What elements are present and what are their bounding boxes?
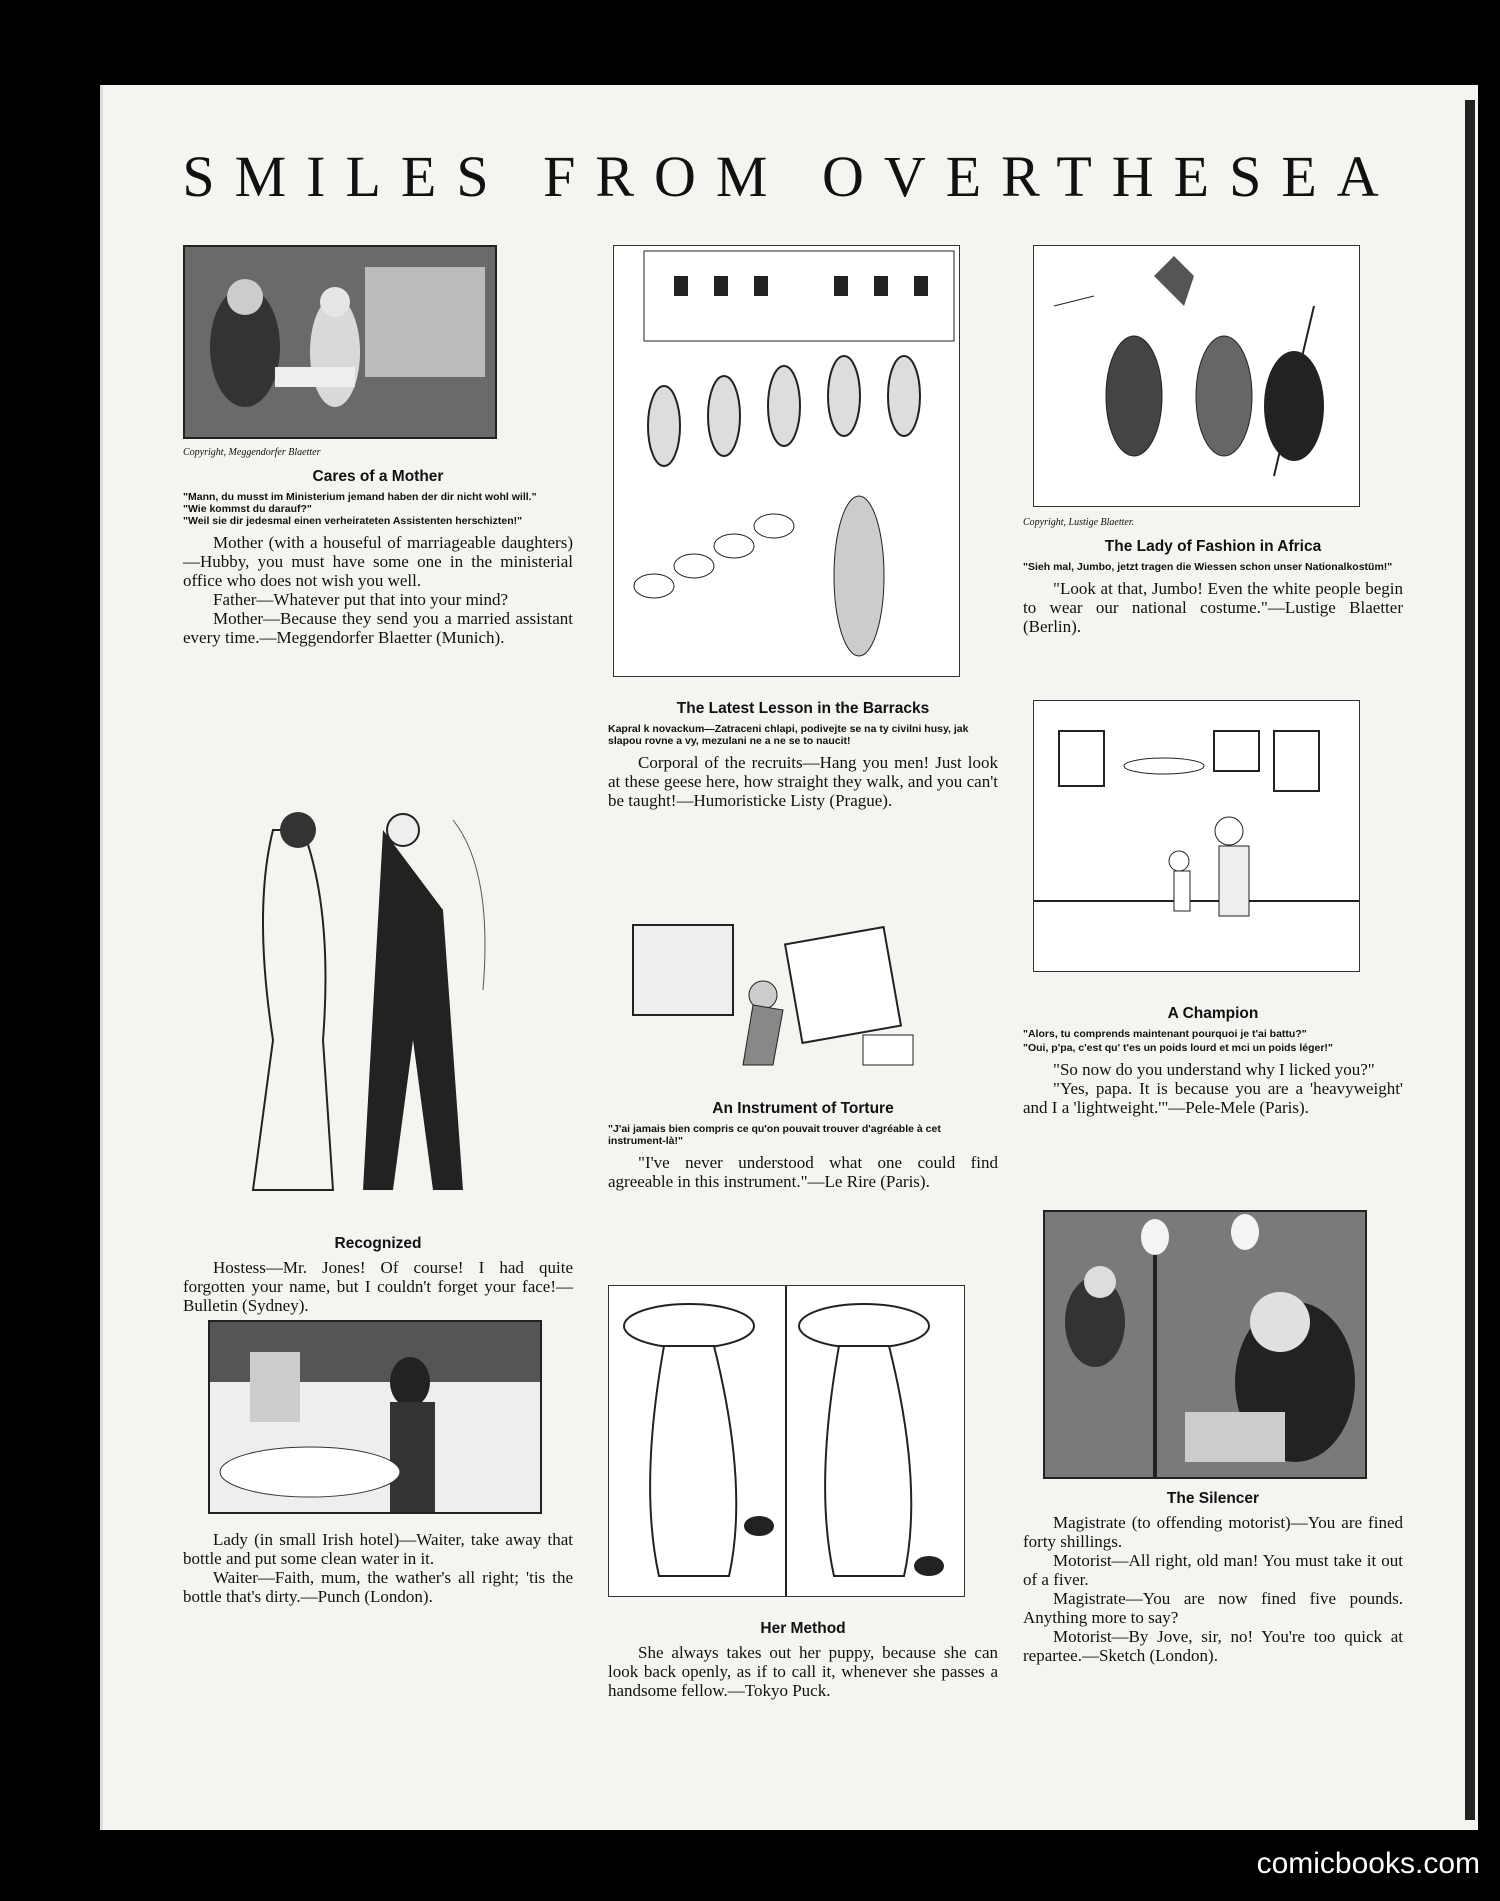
dialogue-line: Motorist—All right, old man! You must take it out of a fiver. bbox=[1023, 1551, 1403, 1589]
dialogue-line: Motorist—By Jove, sir, no! You're too quick at repartee.—Sketch (London). bbox=[1023, 1627, 1403, 1665]
original-text: "Weil sie dir jedesmal einen verheirateten Assistenten herschizten!" bbox=[183, 515, 523, 527]
original-text: "J'ai jamais bien compris ce qu'on pouvait trouver d'agréable à cet instrument-là!" bbox=[608, 1123, 941, 1147]
caption-recognized: Recognized bbox=[334, 1235, 422, 1252]
caption-the-silencer: The Silencer bbox=[1166, 1490, 1260, 1507]
watermark: comicbooks.com bbox=[1256, 1847, 1480, 1880]
credit-line: Copyright, Lustige Blaetter. bbox=[1023, 517, 1135, 528]
original-text: "Sieh mal, Jumbo, jetzt tragen die Wiessen schon unser Nationalkostüm!" bbox=[1023, 561, 1393, 573]
dialogue-line: Magistrate—You are now fined five pounds. Anything more to say? bbox=[1023, 1589, 1403, 1627]
her-method-illustration bbox=[608, 1285, 965, 1597]
recognized-illustration bbox=[213, 790, 513, 1220]
dialogue-line: Mother (with a houseful of marriageable daughters)—Hubby, you must have some one in the ministerial office who does not wish you well. bbox=[183, 533, 573, 590]
caption-instrument-of-torture: An Instrument of Torture bbox=[712, 1100, 894, 1117]
africa-fashion-illustration bbox=[1033, 245, 1360, 507]
barracks-illustration bbox=[613, 245, 960, 677]
piano-movers-illustration bbox=[623, 905, 943, 1085]
dialogue-line: Magistrate (to offending motorist)—You are fined forty shillings. bbox=[1023, 1513, 1403, 1551]
dialogue-line: "Yes, papa. It is because you are a 'heavyweight' and I a 'lightweight.'"—Pele-Mele (Paris). bbox=[1023, 1079, 1403, 1117]
original-text: "Alors, tu comprends maintenant pourquoi je t'ai battu?" bbox=[1023, 1028, 1307, 1040]
caption-cares-of-a-mother: Cares of a Mother bbox=[312, 468, 444, 485]
dialogue-line: Lady (in small Irish hotel)—Waiter, take away that bottle and put some clean water in it. bbox=[183, 1530, 573, 1568]
original-text: "Mann, du musst im Ministerium jemand haben der dir nicht wohl will." bbox=[183, 491, 537, 503]
caption-her-method: Her Method bbox=[760, 1620, 846, 1637]
dialogue-line: She always takes out her puppy, because she can look back openly, as if to call it, whenever she passes a handsome fellow.—Tokyo Puck. bbox=[608, 1643, 998, 1700]
original-text: "Wie kommst du darauf?" bbox=[183, 503, 312, 515]
page-title: SMILES FROM OVERTHESEA bbox=[182, 144, 1399, 209]
dialogue-line: "So now do you understand why I licked you?" bbox=[1053, 1060, 1375, 1079]
dialogue-line: Waiter—Faith, mum, the wather's all right; 'tis the bottle that's dirty.—Punch (London). bbox=[183, 1568, 573, 1606]
dialogue-line: Mother—Because they send you a married assistant every time.—Meggendorfer Blaetter (Munich). bbox=[183, 609, 573, 647]
champion-illustration bbox=[1033, 700, 1360, 972]
silencer-illustration bbox=[1043, 1210, 1367, 1479]
original-text: Kapral k novackum—Zatraceni chlapi, podivejte se na ty civilni husy, jak slapou rovne a vy, mezulani ne a ne se to naucit! bbox=[608, 723, 969, 747]
caption-a-champion: A Champion bbox=[1167, 1005, 1259, 1022]
credit-line: Copyright, Meggendorfer Blaetter bbox=[183, 447, 321, 458]
dialogue-line: "I've never understood what one could find agreeable in this instrument."—Le Rire (Paris). bbox=[608, 1153, 998, 1191]
original-text: "Oui, p'pa, c'est qu' t'es un poids lourd et mci un poids léger!" bbox=[1023, 1042, 1333, 1054]
irish-hotel-illustration bbox=[208, 1320, 542, 1514]
caption-lady-of-fashion: The Lady of Fashion in Africa bbox=[1104, 538, 1322, 555]
dialogue-line: Corporal of the recruits—Hang you men! Just look at these geese here, how straight they walk, and you can't be taught!—Humoristicke Listy (Prague). bbox=[608, 753, 998, 810]
dialogue-line: Hostess—Mr. Jones! Of course! I had quite forgotten your name, but I couldn't forget your face!—Bulletin (Sydney). bbox=[183, 1258, 573, 1315]
magazine-page bbox=[100, 85, 1478, 1830]
caption-latest-lesson: The Latest Lesson in the Barracks bbox=[676, 700, 930, 717]
dialogue-line: Father—Whatever put that into your mind? bbox=[213, 590, 509, 609]
cares-of-a-mother-illustration bbox=[183, 245, 497, 439]
page-spine-edge bbox=[1465, 100, 1475, 1820]
dialogue-line: "Look at that, Jumbo! Even the white people begin to wear our national costume."—Lustige Blaetter (Berlin). bbox=[1023, 579, 1403, 636]
